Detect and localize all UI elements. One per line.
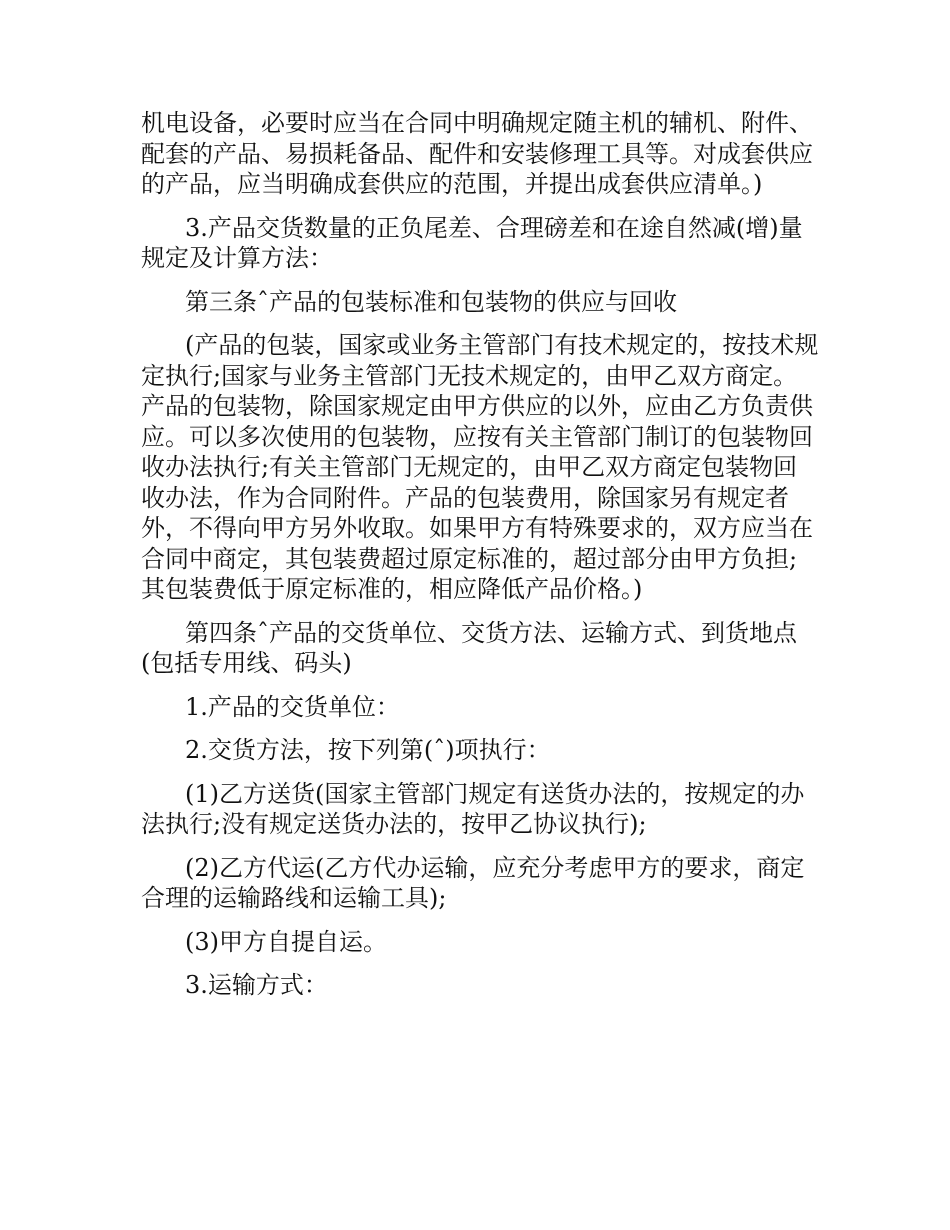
item-delivery-unit: 1.产品的交货单位：: [185, 692, 400, 721]
option-seller-delivery: (1)乙方送货(国家主管部门规定有送货办法的，按规定的办法执行;没有规定送货办法的，按甲乙协议执行);: [141, 779, 805, 838]
article-4-heading: 第四条ˆ产品的交货单位、交货方法、运输方式、到货地点(包括专用线、码头): [141, 618, 797, 677]
option-buyer-pickup: (3)甲方自提自运。: [185, 927, 387, 956]
paragraph-packaging-rules: (产品的包装，国家或业务主管部门有技术规定的，按技术规定执行;国家与业务主管部门无技术规定的，由甲乙双方商定。产品的包装物，除国家规定由甲方供应的以外，应由乙方负责供应。可以多次使用的包装物，应按有关主管部门制订的包装物回收办法执行;有关主管部门无规定的，由甲乙双方商定包装物回收办法，作为合同附件。产品的包装费用，除国家另有规定者外，不得向甲方另外收取。如果甲方有特殊要求的，双方应当在合同中商定，其包装费超过原定标准的，超过部分由甲方负担;其包装费低于原定标准的，相应降低产品价格。): [141, 331, 819, 603]
paragraph-quantity-tolerance: 3.产品交货数量的正负尾差、合理磅差和在途自然减(增)量规定及计算方法：: [141, 213, 803, 272]
document-page: [141, 108, 821, 1014]
item-transport-mode: 3.运输方式：: [185, 971, 328, 999]
article-3-heading: 第三条ˆ产品的包装标准和包装物的供应与回收: [185, 287, 677, 316]
item-delivery-method: 2.交货方法，按下列第(ˆ)项执行：: [185, 736, 551, 764]
paragraph-accessories-note: 机电设备，必要时应当在合同中明确规定随主机的辅机、附件、配套的产品、易损耗备品、配件和安装修理工具等。对成套供应的产品，应当明确成套供应的范围，并提出成套供应清单。): [141, 109, 813, 198]
option-seller-shipping: (2)乙方代运(乙方代办运输，应充分考虑甲方的要求，商定合理的运输路线和运输工具);: [141, 853, 805, 912]
